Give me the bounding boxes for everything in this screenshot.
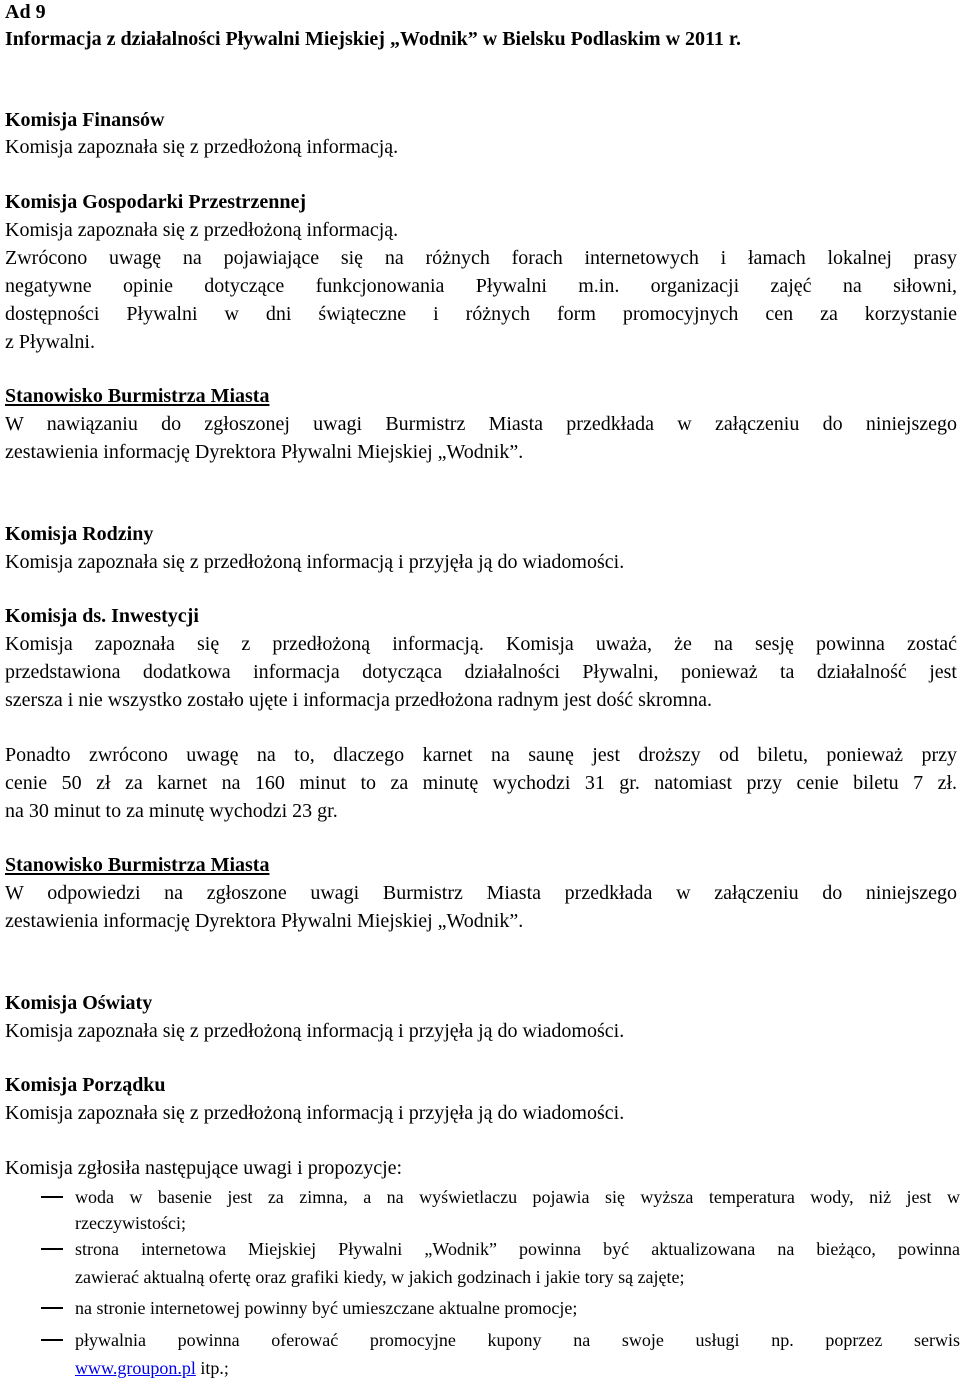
agenda-item-number: Ad 9 [5,1,46,23]
gospodarka-remark-line: Zwrócono uwagę na pojawiające się na różnych forach internetowych i łamach lokalnej prasy [5,247,957,269]
inwestycje-text-line: Komisja zapoznała się z przedłożoną informacją. Komisja uważa, że na sesję powinna zostać [5,633,957,655]
burmistrz-response-line: zestawienia informację Dyrektora Pływalni Miejskiej „Wodnik”. [5,441,524,463]
list-item-line: na stronie internetowej powinny być umieszczane aktualne promocje; [75,1298,578,1318]
inwestycje-text-line: szersza i nie wszystko zostało ujęte i informacja przedłożona radnym jest dość skromna. [5,689,712,711]
list-dash [41,1248,63,1250]
heading-stanowisko-burmistrza-2: Stanowisko Burmistrza Miasta [5,854,270,876]
inwestycje-remark-line: na 30 minut to za minutę wychodzi 23 gr. [5,800,338,822]
gospodarka-remark-line: z Pływalni. [5,331,95,353]
list-item-line: rzeczywistości; [75,1213,186,1233]
heading-komisja-rodziny: Komisja Rodziny [5,523,154,545]
burmistrz-response-line: W odpowiedzi na zgłoszone uwagi Burmistrz Miasta przedkłada w załączeniu do niniejszego [5,882,957,904]
list-item-line: strona internetowa Miejskiej Pływalni „Wodnik” powinna być aktualizowana na bieżąco, powinna [75,1239,960,1259]
oswiata-text: Komisja zapoznała się z przedłożoną informacją i przyjęła ją do wiadomości. [5,1020,625,1042]
burmistrz-response-line: W nawiązaniu do zgłoszonej uwagi Burmistrz Miasta przedkłada w załączeniu do niniejszego [5,413,957,435]
inwestycje-text-line: przedstawiona dodatkowa informacja dotycząca działalności Pływalni, ponieważ ta działalność jest [5,661,957,683]
heading-komisja-inwestycji: Komisja ds. Inwestycji [5,605,199,627]
gospodarka-remark-line: dostępności Pływalni w dni świąteczne i różnych form promocyjnych cen za korzystanie [5,303,957,325]
list-item-line: woda w basenie jest za zimna, a na wyświetlaczu pojawia się wyższa temperatura wody, niż jest w [75,1187,960,1207]
inwestycje-remark-line: Ponadto zwrócono uwagę na to, dlaczego karnet na saunę jest droższy od biletu, ponieważ przy [5,744,957,766]
inwestycje-remark-line: cenie 50 zł za karnet na 160 minut to za minutę wychodzi 31 gr. natomiast przy cenie biletu 7 zł. [5,772,957,794]
gospodarka-text: Komisja zapoznała się z przedłożoną informacją. [5,219,399,241]
list-item-line [75,1356,229,1380]
gospodarka-remark-line: negatywne opinie dotyczące funkcjonowania Pływalni m.in. organizacji zajęć na siłowni, [5,275,957,297]
porzadek-text: Komisja zapoznała się z przedłożoną informacją i przyjęła ją do wiadomości. [5,1102,625,1124]
heading-stanowisko-burmistrza: Stanowisko Burmistrza Miasta [5,385,270,407]
porzadek-intro: Komisja zgłosiła następujące uwagi i propozycje: [5,1157,403,1179]
heading-komisja-gospodarki: Komisja Gospodarki Przestrzennej [5,191,307,213]
finanse-text: Komisja zapoznała się z przedłożoną informacją. [5,136,399,158]
heading-komisja-porzadku: Komisja Porządku [5,1074,166,1096]
list-dash [41,1307,63,1309]
list-dash [41,1339,63,1341]
link-suffix: itp.; [195,1358,229,1378]
burmistrz-response-line: zestawienia informację Dyrektora Pływalni Miejskiej „Wodnik”. [5,910,524,932]
list-dash [41,1196,63,1198]
heading-komisja-oswiaty: Komisja Oświaty [5,992,153,1014]
document-title: Informacja z działalności Pływalni Miejskiej „Wodnik” w Bielsku Podlaskim w 2011 r. [5,28,741,50]
list-item-line: pływalnia powinna oferować promocyjne kupony na swoje usługi np. poprzez serwis [75,1330,960,1350]
heading-komisja-finansow: Komisja Finansów [5,109,165,131]
list-item-line: zawierać aktualną ofertę oraz grafiki kiedy, w jakich godzinach i jakie tory są zajęte; [75,1267,685,1287]
rodzina-text: Komisja zapoznała się z przedłożoną informacją i przyjęła ją do wiadomości. [5,551,625,573]
groupon-link[interactable]: www.groupon.pl [75,1358,196,1378]
